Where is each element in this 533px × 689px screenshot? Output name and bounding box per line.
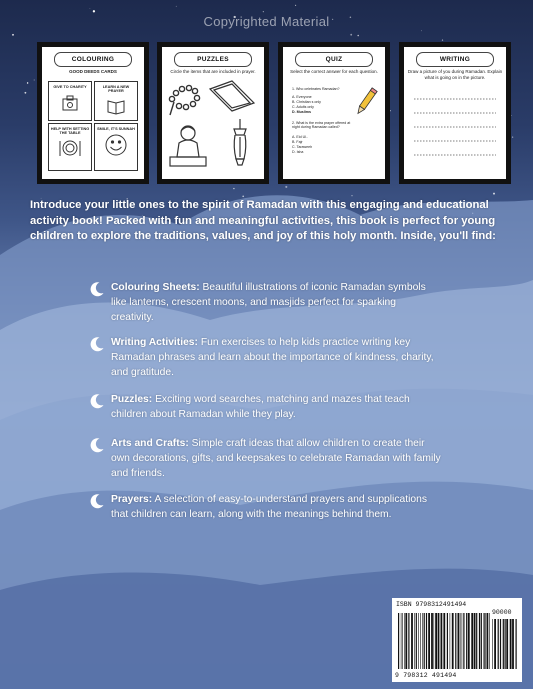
copyright-watermark: Copyrighted Material bbox=[203, 14, 330, 29]
card-table bbox=[48, 123, 92, 171]
feature-colouring-sheets bbox=[111, 280, 441, 326]
crescent-moon-icon bbox=[89, 281, 105, 297]
card-smile-label: SMILE, IT'S SUNNAH bbox=[97, 127, 135, 131]
price-barcode-bars bbox=[492, 619, 518, 669]
quiz-subtitle: Select the correct answer for each question. bbox=[290, 69, 378, 74]
card-charity-label: GIVE TO CHARITY bbox=[53, 85, 87, 89]
puzzles-preview-panel bbox=[157, 42, 269, 184]
writing-lines bbox=[404, 91, 506, 171]
intro-paragraph: Introduce your little ones to the spirit of Ramadan with this engaging and educational activity book! Packed with fun and meaningful activities, this book is perfect for young children to explore the traditions, values, and joy of this holy month. Inside, you'll find: bbox=[30, 199, 496, 243]
feature-writing-activities bbox=[111, 335, 441, 381]
crescent-moon-icon bbox=[89, 493, 105, 509]
colouring-page bbox=[42, 47, 144, 179]
feature-prayers-title: Prayers: bbox=[111, 494, 153, 505]
quiz-page bbox=[283, 47, 385, 179]
feature-arts-title: Arts and Crafts: bbox=[111, 438, 189, 449]
quiz-preview-panel bbox=[278, 42, 390, 184]
quiz-q1-option-c: C. Adults only bbox=[292, 105, 314, 109]
quiz-q2-option-c: C. Taraweeh bbox=[292, 145, 313, 149]
card-prayer bbox=[94, 81, 138, 121]
writing-page bbox=[404, 47, 506, 179]
isbn-digits: 9 798312 491494 bbox=[395, 672, 457, 679]
writing-preview-panel bbox=[399, 42, 511, 184]
puzzles-title: PUZZLES bbox=[174, 52, 252, 67]
quiz-q2-option-d: D. Isha bbox=[292, 150, 304, 154]
charity-box-icon bbox=[60, 92, 80, 112]
colouring-title: COLOURING bbox=[54, 52, 132, 67]
writing-subtitle: Draw a picture of you during Ramadan. Explain what is going on in the picture. bbox=[407, 69, 503, 80]
puzzles-subtitle: Circle the items that are included in prayer. bbox=[170, 69, 256, 74]
card-charity bbox=[48, 81, 92, 121]
feature-writing-title: Writing Activities: bbox=[111, 337, 198, 348]
feature-colouring-title: Colouring Sheets: bbox=[111, 282, 200, 293]
puzzles-page bbox=[162, 47, 264, 179]
price-code: 90000 bbox=[492, 609, 512, 616]
prayer-beads-icon bbox=[169, 85, 199, 115]
crescent-moon-icon bbox=[89, 437, 105, 453]
card-table-label: HELP WITH SETTING THE TABLE bbox=[50, 127, 90, 135]
writing-title: WRITING bbox=[416, 52, 494, 67]
feature-puzzles-text: Exciting word searches, matching and mazes that teach children about Ramadan while they play. bbox=[111, 394, 410, 421]
prayer-mat-icon bbox=[210, 81, 254, 111]
feature-writing-text: Fun exercises to help kids practice writing key Ramadan phrases and learn about the importance of kindness, charity, and gratitude. bbox=[111, 337, 434, 379]
card-smile bbox=[94, 123, 138, 171]
isbn-label: ISBN 9798312491494 bbox=[396, 601, 467, 608]
plate-icon bbox=[57, 138, 83, 158]
quiz-q1-option-d: D. Muslims bbox=[292, 110, 311, 114]
isbn-barcode bbox=[392, 598, 522, 682]
feature-puzzles-title: Puzzles: bbox=[111, 394, 153, 405]
colouring-subtitle: GOOD DEEDS CARDS bbox=[69, 69, 117, 74]
feature-arts-text: Simple craft ideas that allow children to create their own decorations, gifts, and keepsakes to celebrate Ramadan with family and friends. bbox=[111, 438, 441, 480]
quiz-q2-option-a: A. Eid Ul.. bbox=[292, 135, 308, 139]
book-icon bbox=[106, 96, 126, 116]
puzzle-illustrations bbox=[162, 77, 264, 177]
lantern-icon bbox=[234, 119, 246, 165]
quiz-q2-option-b: B. Fajr bbox=[292, 140, 303, 144]
feature-colouring-text: Beautiful illustrations of iconic Ramadan symbols like lanterns, crescent moons, and masjids perfect for sparking creativity. bbox=[111, 282, 426, 324]
crescent-moon-icon bbox=[89, 393, 105, 409]
feature-arts-crafts bbox=[111, 436, 441, 482]
quiz-q1-option-a: A. Everyone bbox=[292, 95, 312, 99]
pencil-icon bbox=[353, 87, 379, 117]
barcode-bars bbox=[398, 613, 490, 669]
praying-child-icon bbox=[170, 126, 206, 166]
feature-prayers-text: A selection of easy-to-understand prayers and supplications that children can learn, along with the meanings behind them. bbox=[111, 494, 427, 521]
colouring-preview-panel bbox=[37, 42, 149, 184]
card-prayer-label: LEARN A NEW PRAYER bbox=[102, 85, 130, 93]
quiz-q2: 2. What is the extra prayer offered at night during Ramadan called? bbox=[292, 121, 351, 130]
quiz-title: QUIZ bbox=[295, 52, 373, 67]
feature-puzzles bbox=[111, 392, 441, 422]
smiley-icon bbox=[104, 133, 128, 157]
feature-prayers bbox=[111, 492, 441, 522]
quiz-q1-option-b: B. Christian s only bbox=[292, 100, 321, 104]
quiz-q1: 1. Who celebrates Ramadan? bbox=[292, 87, 340, 91]
crescent-moon-icon bbox=[89, 336, 105, 352]
